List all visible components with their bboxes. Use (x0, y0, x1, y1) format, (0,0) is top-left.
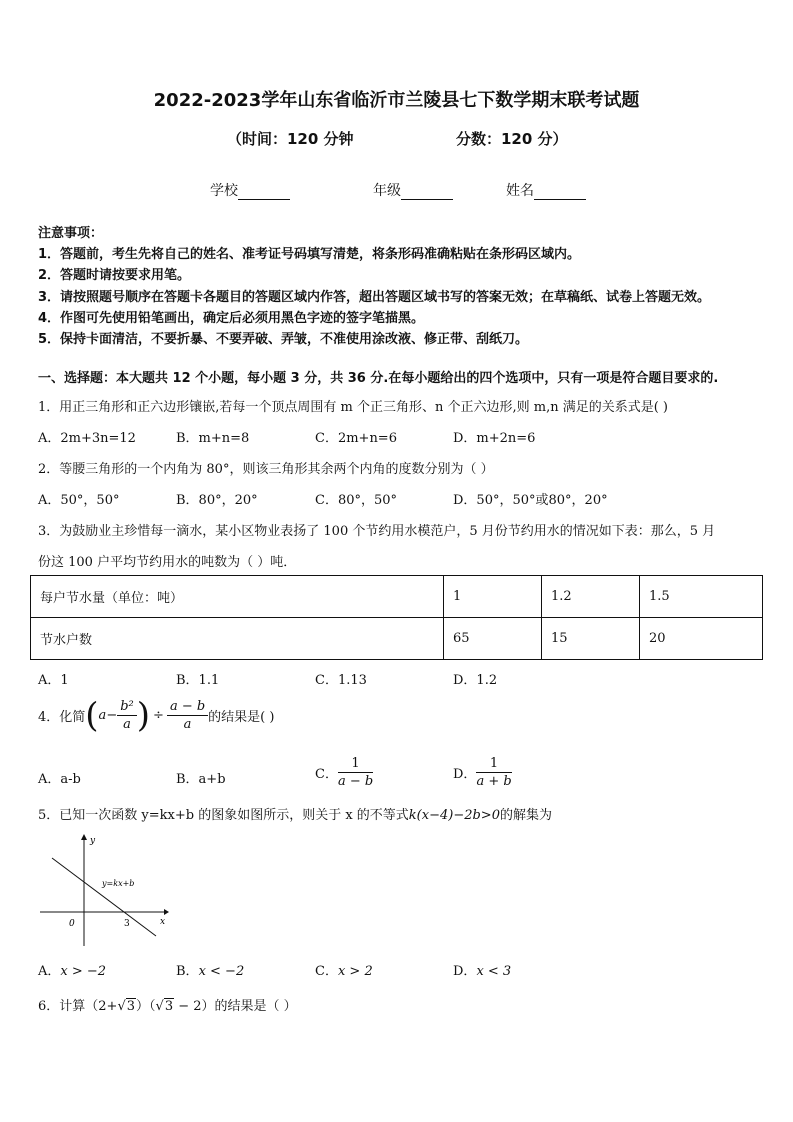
q2-option-d[interactable]: D．50°，50°或80°，20° (453, 493, 608, 508)
q4-option-c-label: C． (315, 767, 338, 782)
q3-stem-line1: 3．为鼓励业主珍惜每一滴水，某小区物业表扬了 100 个节约用水模范户，5 月份节约用水的情况如下表：那么，5 月 (38, 524, 716, 539)
q1-option-a[interactable]: A．2m+3n=12 (38, 431, 136, 446)
x-intercept-label: 3 (124, 919, 130, 929)
q4-option-c[interactable] (315, 755, 373, 790)
table-cell: 1.2 (542, 576, 640, 618)
q4-stem (38, 695, 275, 736)
q1-option-d[interactable]: D．m+2n=6 (453, 431, 536, 446)
q6-suffix: − 2）的结果是（ ） (174, 999, 297, 1014)
option-label: B． (176, 964, 199, 979)
q6-stem: 6．计算（2+√3）（√3 − 2）的结果是（ ） (38, 999, 297, 1014)
right-paren: ) (136, 695, 151, 736)
school-label: 学校 (210, 183, 238, 199)
option-value: x < −2 (198, 964, 245, 979)
grade-blank[interactable] (401, 185, 453, 200)
q1-option-b[interactable]: B．m+n=8 (176, 431, 250, 446)
score-label: 分数：120 分） (456, 130, 568, 148)
q5-stem-b: 的解集为 (499, 808, 552, 823)
q4-frac-b2-a (117, 698, 137, 733)
grade-field[interactable] (373, 180, 453, 200)
table-cell: 1 (444, 576, 542, 618)
section-heading: 一、选择题：本大题共 12 个小题，每小题 3 分，共 36 分.在每小题给出的四个选项中，只有一项是符合题目要求的. (38, 371, 719, 386)
q4-b2: b² (117, 698, 137, 716)
q5-stem (38, 804, 552, 823)
q4-option-a[interactable]: A．a-b (38, 772, 81, 787)
q6-prefix: 6．计算（2+ (38, 999, 118, 1014)
option-label: A． (38, 964, 61, 979)
q4-frac-amb-a (167, 698, 208, 733)
q1-stem: 1．用正三角形和正六边形镶嵌,若每一个顶点周围有 m 个正三角形、n 个正六边形,则 m,n 满足的关系式是( ) (38, 400, 669, 415)
school-field[interactable] (210, 180, 290, 200)
q6-radicand-1: 3 (126, 999, 136, 1014)
notes-block (38, 223, 710, 350)
q3-option-c[interactable]: C．1.13 (315, 673, 367, 688)
q4-amb: a − b (167, 698, 208, 716)
school-blank[interactable] (238, 185, 290, 200)
q4-minus: − (106, 708, 118, 723)
option-value: x > 2 (337, 964, 373, 979)
q5-stem-a: 5．已知一次函数 y=kx+b 的图象如图所示，则关于 x 的不等式 (38, 808, 409, 823)
q2-stem: 2．等腰三角形的一个内角为 80°，则该三角形其余两个内角的度数分别为（ ） (38, 462, 494, 477)
note-item: 3．请按照题号顺序在答题卡各题目的答题区域内作答，超出答题区域书写的答案无效；在草稿纸、试卷上答题无效。 (38, 289, 711, 305)
water-saving-table (30, 575, 763, 660)
q5-inequality: k(x−4)−2b>0 (408, 808, 500, 823)
table-cell: 15 (542, 618, 640, 660)
note-item: 5．保持卡面清洁，不要折暴、不要弄破、弄皱，不准使用涂改液、修正带、刮纸刀。 (38, 332, 529, 348)
line-label: y=kx+b (102, 879, 135, 888)
y-axis-label: y (90, 836, 96, 846)
linear-function-graph (36, 830, 171, 950)
x-arrow-icon (164, 909, 169, 915)
left-paren: ( (85, 695, 99, 736)
page-title: 2022-2023学年山东省临沂市兰陵县七下数学期末联考试题 (153, 90, 640, 111)
q5-option-d[interactable] (453, 960, 511, 979)
table-cell: 每户节水量（单位：吨） (31, 576, 444, 618)
note-item: 2．答题时请按要求用笔。 (38, 268, 191, 284)
x-axis-label: x (160, 917, 166, 927)
function-line (52, 858, 156, 936)
q3-option-b[interactable]: B．1.1 (176, 673, 220, 688)
table-cell: 节水户数 (31, 618, 444, 660)
note-item: 4．作图可先使用铅笔画出，确定后必须用黑色字迹的签字笔描黑。 (38, 310, 425, 326)
table-cell: 65 (444, 618, 542, 660)
table-cell: 1.5 (640, 576, 763, 618)
name-label: 姓名 (506, 183, 534, 199)
frac-den: a + b (476, 774, 512, 789)
q2-option-c[interactable]: C．80°，50° (315, 493, 398, 508)
q5-option-b[interactable] (176, 960, 244, 979)
q5-option-a[interactable] (38, 960, 106, 979)
q4-den-a: a (123, 717, 131, 732)
q2-option-a[interactable]: A．50°，50° (38, 493, 120, 508)
q5-option-c[interactable] (315, 960, 373, 979)
frac-num: 1 (338, 755, 373, 773)
q3-stem-line2: 份这 100 户平均节约用水的吨数为（ ）吨． (38, 555, 297, 570)
frac-num: 1 (476, 755, 511, 773)
name-field[interactable] (506, 180, 586, 200)
option-label: C． (315, 964, 338, 979)
q3-option-a[interactable]: A．1 (38, 673, 69, 688)
note-item: 1．答题前，考生先将自己的姓名、准考证号码填写清楚，将条形码准确粘贴在条形码区域内。 (38, 247, 581, 263)
name-blank[interactable] (534, 185, 586, 200)
notes-heading: 注意事项： (38, 226, 104, 241)
q4-option-d-label: D． (453, 767, 477, 782)
q4-a: a (98, 708, 107, 723)
option-value: x > −2 (60, 964, 107, 979)
q1-option-c[interactable]: C．2m+n=6 (315, 431, 397, 446)
q4-div: ÷ (153, 708, 164, 723)
q4-den-a2: a (183, 717, 192, 732)
table-row (31, 618, 763, 660)
q4-option-d[interactable] (453, 755, 512, 790)
table-row (31, 576, 763, 618)
q4-option-d-frac (476, 755, 511, 790)
option-label: D． (453, 964, 477, 979)
q4-prefix: 4．化简 (38, 710, 86, 725)
q4-suffix: 的结果是( ) (208, 710, 275, 725)
y-arrow-icon (81, 834, 87, 840)
q6-mid: ）（ (136, 999, 156, 1014)
table-cell: 20 (640, 618, 763, 660)
q4-option-c-frac (338, 755, 373, 790)
option-value: x < 3 (476, 964, 512, 979)
frac-den: a − b (337, 774, 374, 789)
time-label: （时间：120 分钟 (227, 130, 354, 148)
grade-label: 年级 (373, 183, 401, 199)
q3-option-d[interactable]: D．1.2 (453, 673, 498, 688)
q4-option-b[interactable]: B．a+b (176, 772, 226, 787)
q2-option-b[interactable]: B．80°，20° (176, 493, 258, 508)
q6-radicand-2: 3 (164, 999, 174, 1014)
origin-label: 0 (69, 919, 75, 929)
